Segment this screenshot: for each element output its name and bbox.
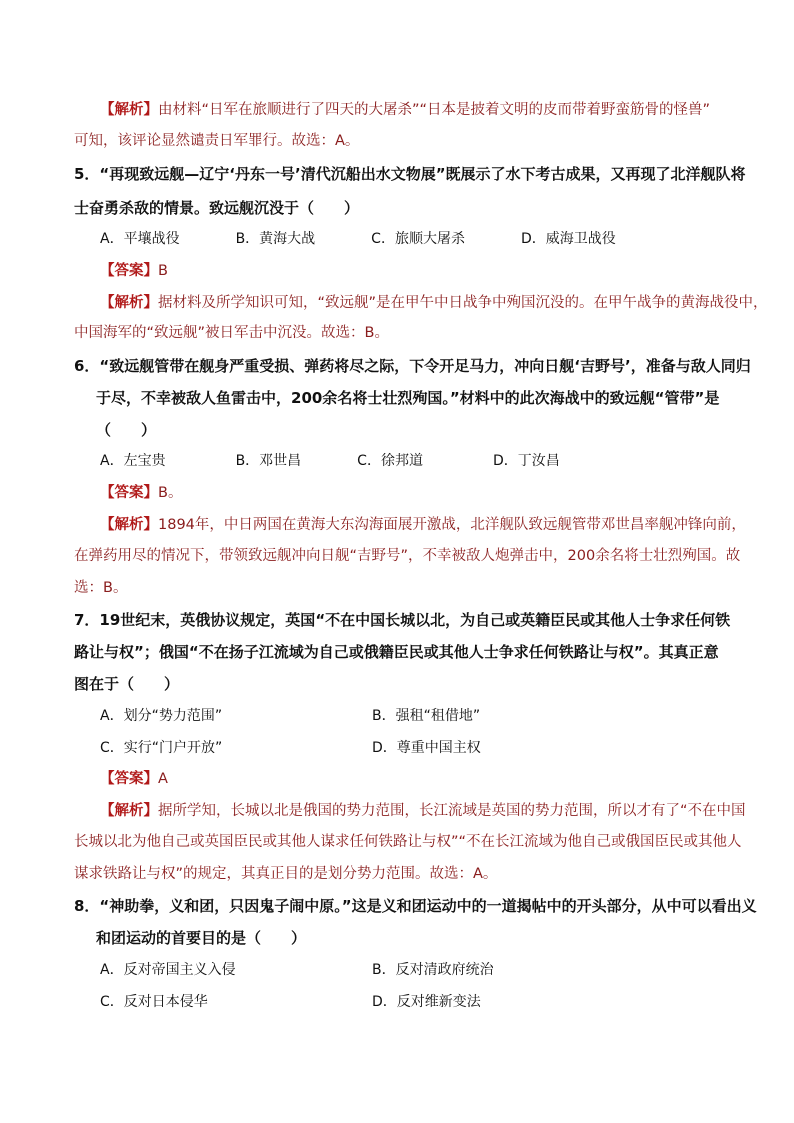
- line-text: 据所学知，长城以北是俄国的势力范围，长江流域是英国的势力范围，所以才有了“不在中国: [158, 803, 746, 819]
- line-text: 可知，该评论显然谴责日军罪行。故选：A。: [74, 133, 360, 149]
- line-text: C．反对日本侵华: [100, 994, 208, 1010]
- explanation-line: [100, 293, 768, 313]
- line-text: 和团运动的首要目的是（ ）: [96, 929, 307, 947]
- line-text: 6．“致远舰管带在舰身严重受损、弹药将尽之际，下令开足马力，冲向日舰‘吉野号’，准备与敌人同归: [74, 357, 751, 375]
- option-line: [100, 451, 560, 471]
- line-text: B。: [158, 485, 183, 501]
- line-text: 路让与权”；俄国“不在扬子江流域为自己或俄籍臣民或其他人士争求任何铁路让与权”。其真正意: [74, 643, 719, 661]
- answer-line: [100, 769, 168, 789]
- line-text: 7．19世纪末，英俄协议规定，英国“不在中国长城以北，为自己或英籍臣民或其他人士争求任何铁: [74, 611, 731, 629]
- question-line: [74, 164, 746, 184]
- option-line: [100, 706, 222, 726]
- line-text: 图在于（ ）: [74, 675, 180, 693]
- line-text: 5．“再现致远舰—辽宁‘丹东一号’清代沉船出水文物展”既展示了水下考古成果，又再现了北洋舰队将: [74, 165, 746, 183]
- line-text: B: [158, 263, 168, 279]
- line-text: D．尊重中国主权: [372, 740, 481, 756]
- explanation-line: [74, 546, 740, 566]
- option-line: [100, 229, 616, 249]
- explanation-tag: 【解析】: [100, 517, 158, 533]
- explanation-line: [100, 515, 746, 535]
- option-line: [100, 738, 222, 758]
- option-line: [100, 960, 236, 980]
- line-text: A．平壤战役 B．黄海大战 C．旅顺大屠杀 D．威海卫战役: [100, 231, 616, 247]
- explanation-line: [74, 864, 497, 884]
- question-line: [74, 674, 179, 694]
- question-line: [96, 928, 306, 948]
- option-line: [372, 992, 481, 1012]
- line-text: A．划分“势力范围”: [100, 708, 223, 724]
- answer-tag: 【答案】: [100, 771, 158, 787]
- explanation-tag: 【解析】: [100, 803, 158, 819]
- answer-line: [100, 483, 182, 503]
- line-text: （ ）: [96, 421, 157, 439]
- question-line: [96, 388, 719, 408]
- question-line: [74, 356, 751, 376]
- line-text: A．反对帝国主义入侵: [100, 962, 236, 978]
- explanation-line: [74, 323, 389, 343]
- line-text: 选：B。: [74, 580, 128, 596]
- line-text: A．左宝贵 B．邓世昌 C．徐邦道 D．丁汝昌: [100, 453, 560, 469]
- question-line: [96, 420, 156, 440]
- line-text: 谋求铁路让与权”的规定，其真正目的是划分势力范围。故选：A。: [74, 866, 498, 882]
- line-text: D．反对维新变法: [372, 994, 481, 1010]
- explanation-tag: 【解析】: [100, 102, 158, 118]
- line-text: 在弹药用尽的情况下，带领致远舰冲向日舰“吉野号”，不幸被敌人炮弹击中，200余名将士壮烈殉国。故: [74, 548, 741, 564]
- line-text: 1894年，中日两国在黄海大东沟海面展开激战，北洋舰队致远舰管带邓世昌率舰冲锋向前，: [158, 517, 746, 533]
- line-text: 长城以北为他自己或英国臣民或其他人谋求任何铁路让与权”“不在长江流域为他自己或俄国臣民或其他人: [74, 834, 742, 850]
- line-text: B．反对清政府统治: [372, 962, 494, 978]
- explanation-line: [74, 578, 127, 598]
- answer-line: [100, 261, 168, 281]
- option-line: [100, 992, 208, 1012]
- explanation-tag: 【解析】: [100, 295, 158, 311]
- question-line: [74, 610, 730, 630]
- explanation-line: [74, 832, 742, 852]
- option-line: [372, 738, 481, 758]
- question-line: [74, 198, 359, 218]
- line-text: A: [158, 771, 168, 787]
- question-line: [74, 642, 719, 662]
- line-text: B．强租“租借地”: [372, 708, 481, 724]
- line-text: 士奋勇杀敌的情景。致远舰沉没于（ ）: [74, 199, 360, 217]
- line-text: C．实行“门户开放”: [100, 740, 223, 756]
- explanation-line: [100, 801, 746, 821]
- line-text: 中国海军的“致远舰”被日军击中沉没。故选：B。: [74, 325, 389, 341]
- line-text: 据材料及所学知识可知，“致远舰”是在甲午中日战争中殉国沉没的。在甲午战争的黄海战役中，: [158, 295, 768, 311]
- line-text: 由材料“日军在旅顺进行了四天的大屠杀”“日本是披着文明的皮而带着野蛮筋骨的怪兽”: [158, 102, 711, 118]
- line-text: 8．“神助拳，义和团，只因鬼子闹中原。”这是义和团运动中的一道揭帖中的开头部分，从中可以看出义: [74, 897, 757, 915]
- option-line: [372, 706, 480, 726]
- explanation-line: [100, 100, 710, 120]
- line-text: 于尽，不幸被敌人鱼雷击中，200余名将士壮烈殉国。”材料中的此次海战中的致远舰“管带”是: [96, 389, 720, 407]
- question-line: [74, 896, 757, 916]
- answer-tag: 【答案】: [100, 485, 158, 501]
- option-line: [372, 960, 494, 980]
- explanation-line: [74, 131, 359, 151]
- answer-tag: 【答案】: [100, 263, 158, 279]
